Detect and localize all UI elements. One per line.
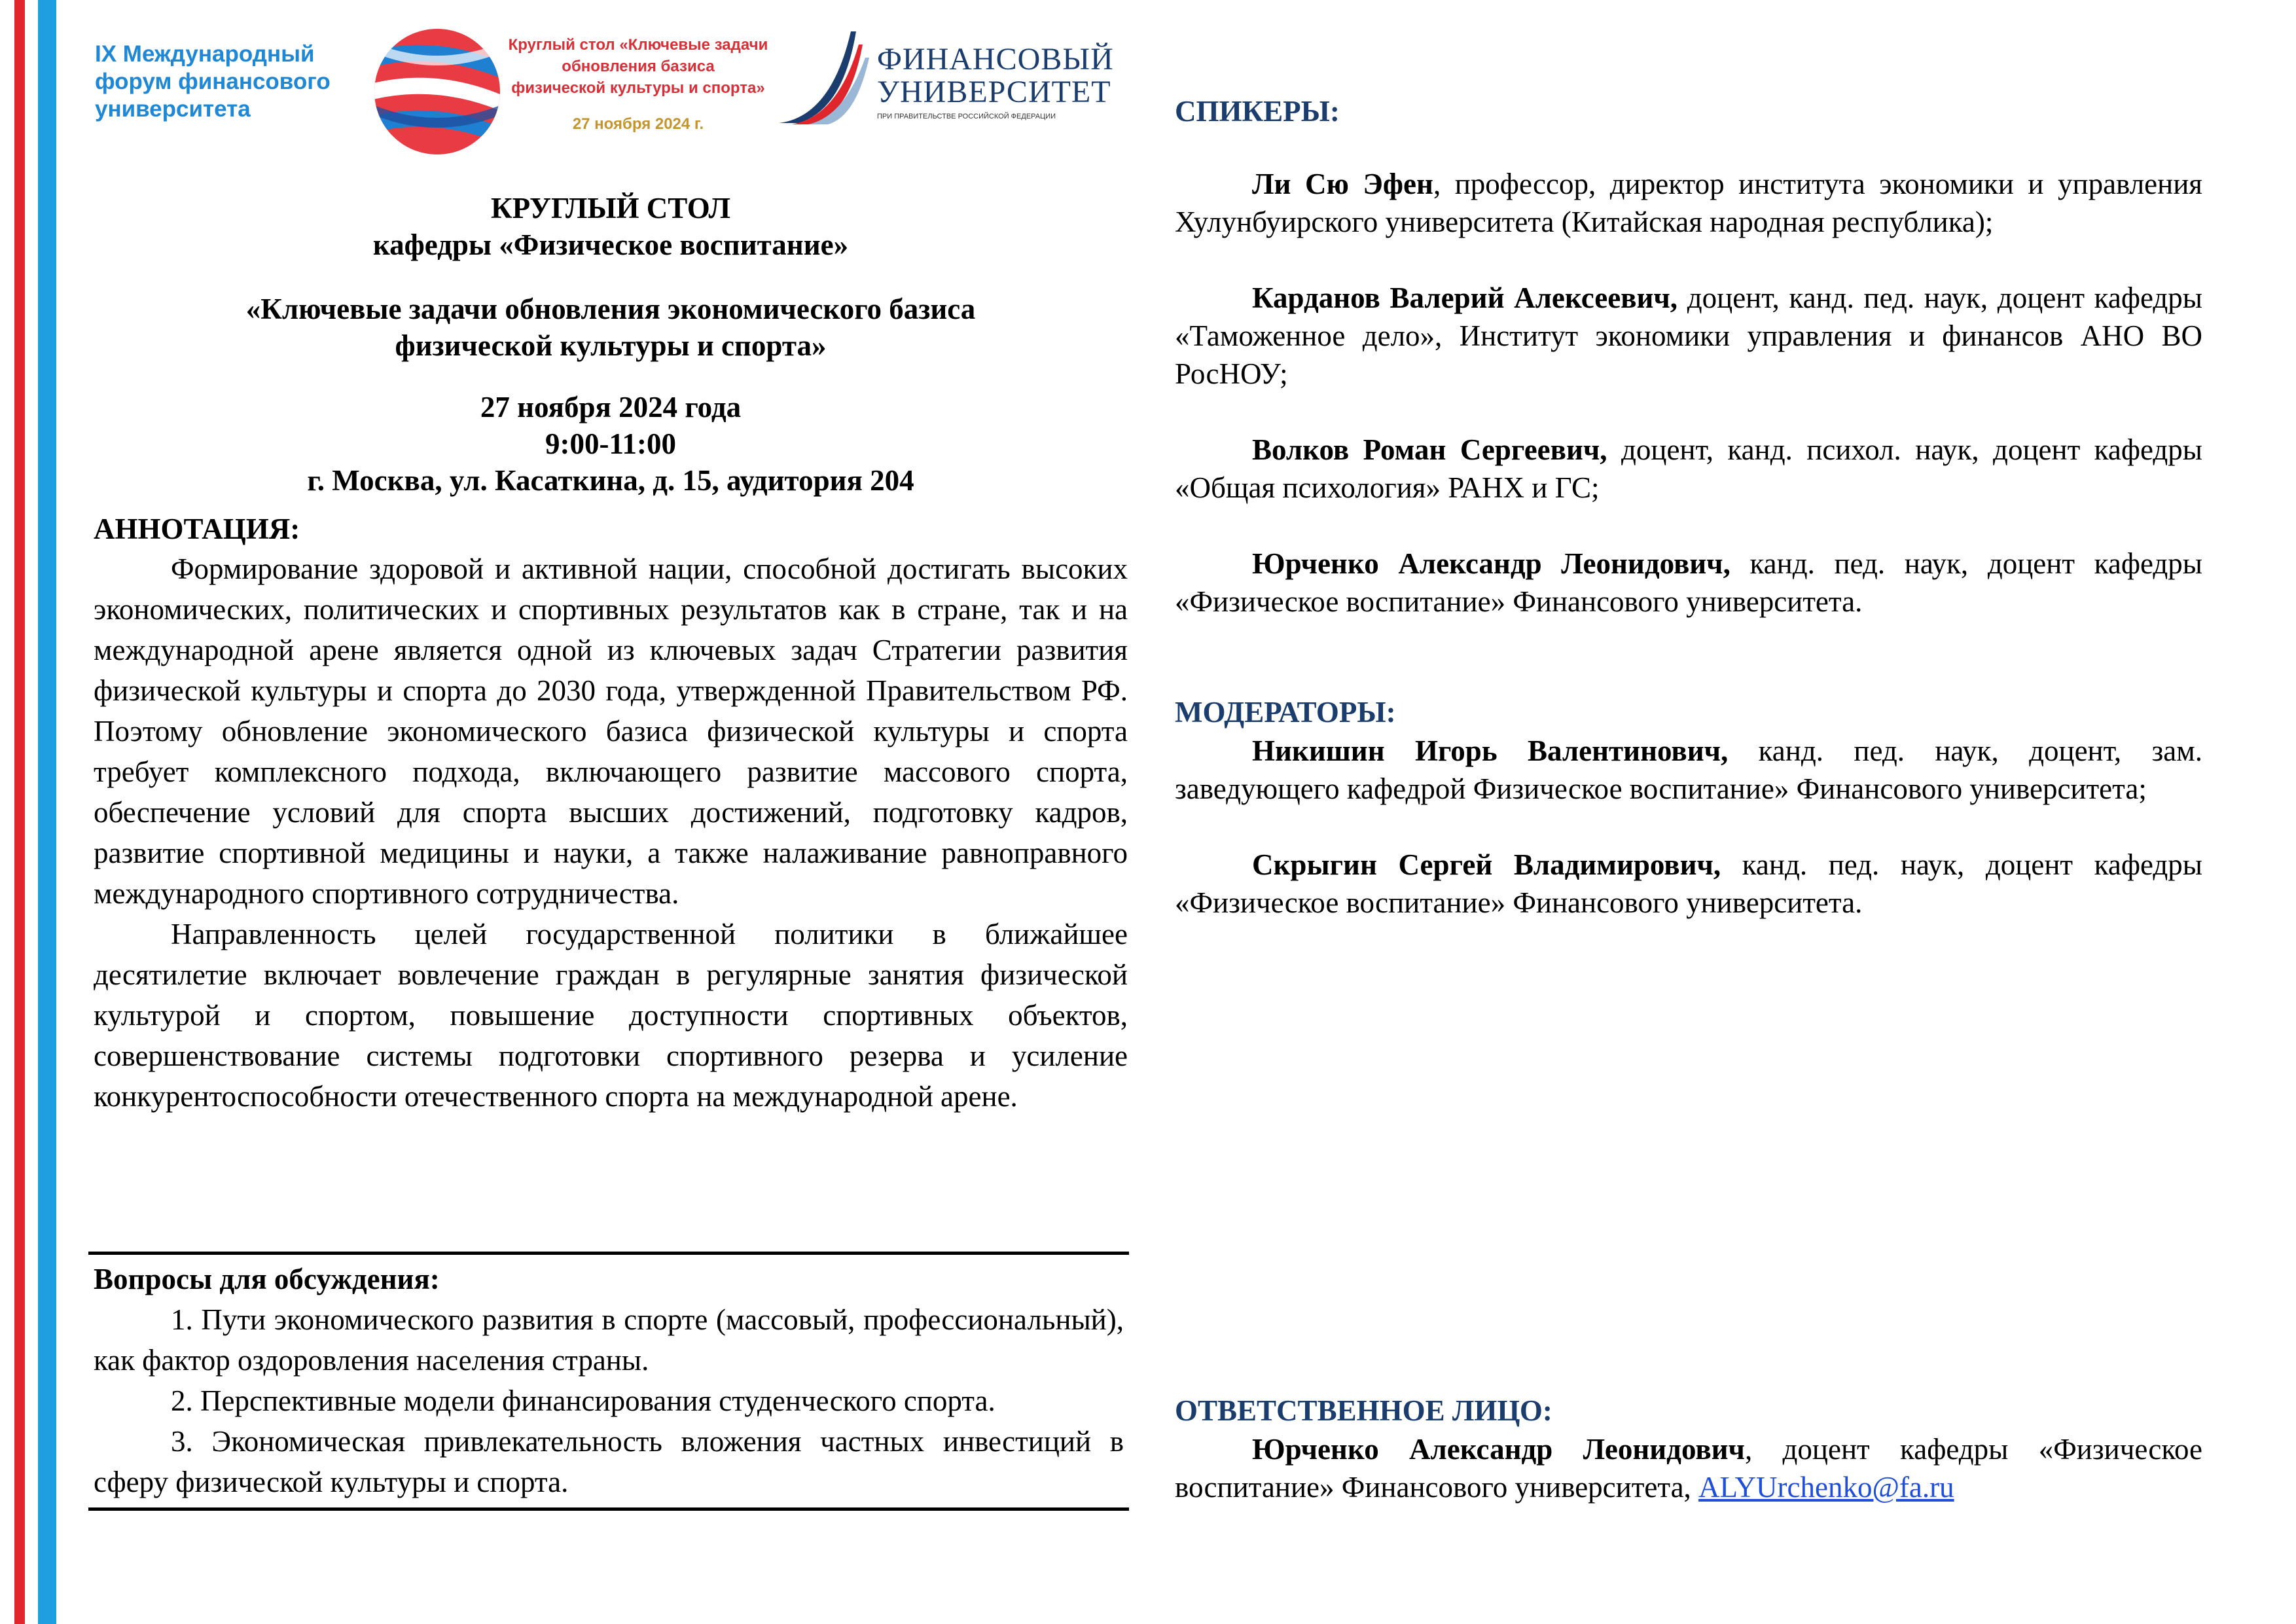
round-table-logo-line: обновления базиса <box>562 58 715 75</box>
event-title: КРУГЛЫЙ СТОЛ <box>490 192 731 225</box>
speaker-entry <box>1175 545 2202 621</box>
moderator-description: канд. пед. наук, доцент, зам. заведующего кафедрой Физическое воспитание» Финансового университета; <box>1175 734 2202 805</box>
question-item: 1. Пути экономического развития в спорте (массовый, профессиональный), как фактор оздоровления населения страны. <box>94 1303 1124 1377</box>
annotation-paragraph: Направленность целей государственной политики в ближайшее десятилетие включает вовлечение граждан в регулярные занятия физической культурой и спортом, повышение доступности спортивных объектов, совершенствование системы подготовки спортивного резерва и усиление конкурентоспособности отечественного спорта на международной арене. <box>94 918 1128 1113</box>
moderator-name: Никишин Игорь Валентинович, <box>1252 734 1729 767</box>
forum-logo-line: IX Международный <box>95 41 315 67</box>
responsible-section <box>1175 1391 2202 1506</box>
moderator-name: Скрыгин Сергей Владимирович, <box>1252 848 1721 881</box>
event-title-block <box>94 190 1128 499</box>
forum-logo <box>95 41 363 123</box>
speaker-description: , профессор, директор института экономики и управления Хулунбуирского университета (Китайская народная республика); <box>1175 168 2203 238</box>
red-stripe <box>14 0 25 1624</box>
round-table-logo-line: физической культуры и спорта» <box>511 79 765 97</box>
moderator-description: канд. пед. наук, доцент кафедры «Физическое воспитание» Финансового университета. <box>1175 848 2202 919</box>
questions-heading: Вопросы для обсуждения: <box>94 1263 440 1295</box>
fu-logo-subtitle: ПРИ ПРАВИТЕЛЬСТВЕ РОССИЙСКОЙ ФЕДЕРАЦИИ <box>877 113 1056 120</box>
responsible-email-link[interactable]: ALYUrchenko@fa.ru <box>1698 1471 1954 1504</box>
round-table-logo-text <box>494 34 782 135</box>
moderator-entry <box>1175 732 2202 808</box>
left-column <box>94 190 1128 1117</box>
speaker-name: Ли Сю Эфен <box>1252 168 1433 200</box>
financial-university-mark-icon <box>772 18 884 126</box>
event-department: кафедры «Физическое воспитание» <box>372 228 849 261</box>
forum-logo-line: университета <box>95 96 251 122</box>
question-item: 3. Экономическая привлекательность вложения частных инвестиций в сферу физической культуры и спорта. <box>94 1425 1124 1498</box>
responsible-heading: ОТВЕТСТВЕННОЕ ЛИЦО: <box>1175 1394 1552 1427</box>
speaker-description: канд. пед. наук, доцент кафедры «Физическое воспитание» Финансового университета. <box>1175 547 2202 618</box>
speakers-heading: СПИКЕРЫ: <box>1175 95 1340 128</box>
speaker-name: Юрченко Александр Леонидович, <box>1252 547 1731 580</box>
event-date: 27 ноября 2024 года <box>480 391 742 424</box>
discussion-questions <box>88 1252 1129 1511</box>
event-topic-line: «Ключевые задачи обновления экономического базиса <box>245 293 976 325</box>
question-item: 2. Перспективные модели финансирования студенческого спорта. <box>171 1384 996 1417</box>
fu-logo-line: ФИНАНСОВЫЙ <box>877 42 1114 77</box>
speaker-description: доцент, канд. психол. наук, доцент кафедры «Общая психология» РАНХ и ГС; <box>1175 433 2202 504</box>
round-table-logo-date: 27 ноября 2024 г. <box>572 115 704 133</box>
annotation-paragraph: Формирование здоровой и активной нации, способной достигать высоких экономических, политических и спортивных результатов как в стране, так и на международной арене является одной из ключевых задач Стратегии развития физической культуры и спорта до 2030 года, утвержденной Правительством РФ. Поэтому обновление экономического базиса физической культуры и спорта требует комплексного подхода, включающего развитие массового спорта, обеспечение условий для спорта высших достижений, подготовку кадров, развитие спортивной медицины и науки, а также налаживание равноправного международного спортивного сотрудничества. <box>94 552 1128 910</box>
speaker-name: Волков Роман Сергеевич, <box>1252 433 1607 466</box>
moderators-heading: МОДЕРАТОРЫ: <box>1175 696 1396 729</box>
event-place: г. Москва, ул. Касаткина, д. 15, аудитория 204 <box>307 464 914 497</box>
annotation-heading: АННОТАЦИЯ: <box>94 513 300 545</box>
speaker-name: Карданов Валерий Алексеевич, <box>1252 281 1678 314</box>
right-column <box>1175 92 2202 922</box>
event-time: 9:00-11:00 <box>545 427 676 460</box>
speaker-entry <box>1175 165 2202 241</box>
blue-stripe <box>38 0 56 1624</box>
financial-university-logo <box>877 43 1113 122</box>
forum-logo-line: форум финансового <box>95 69 331 94</box>
responsible-entry <box>1175 1430 2202 1506</box>
speaker-description: доцент, канд. пед. наук, доцент кафедры «Таможенное дело», Институт экономики управления и финансов АНО ВО РосНОУ; <box>1175 281 2202 390</box>
fu-logo-line: УНИВЕРСИТЕТ <box>877 75 1111 109</box>
round-table-logo-line: Круглый стол «Ключевые задачи <box>508 36 768 54</box>
moderator-entry <box>1175 846 2202 922</box>
speaker-entry <box>1175 279 2202 393</box>
round-table-emblem-icon <box>372 26 503 157</box>
responsible-description: , доцент кафедры «Физическое воспитание» Финансового университета, <box>1175 1433 2203 1504</box>
responsible-name: Юрченко Александр Леонидович <box>1252 1433 1745 1466</box>
event-topic-line: физической культуры и спорта» <box>395 329 827 362</box>
speaker-entry <box>1175 431 2202 507</box>
